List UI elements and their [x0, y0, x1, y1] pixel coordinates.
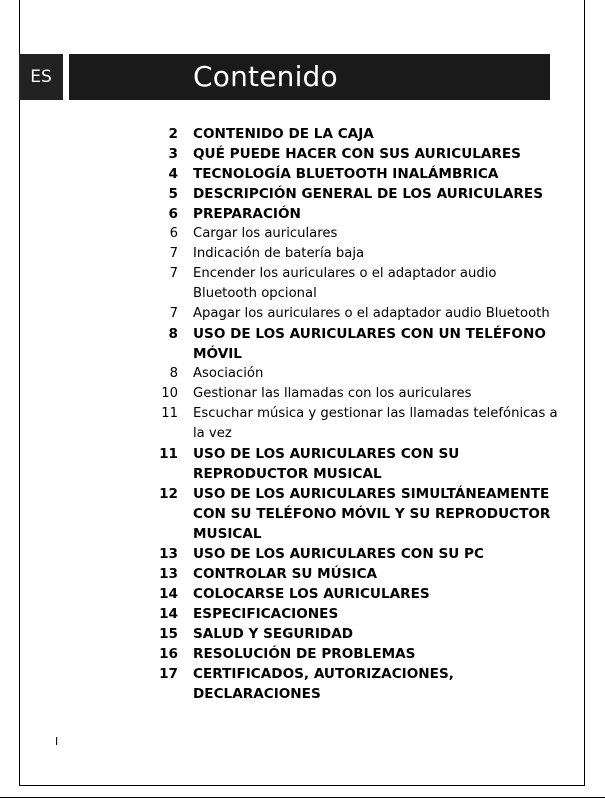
toc-entry[interactable] — [140, 664, 560, 704]
toc-page-number: 16 — [159, 646, 178, 662]
toc-entry-title: TECNOLOGÍA BLUETOOTH INALÁMBRICA — [193, 166, 499, 182]
toc-page-number: 14 — [159, 586, 178, 602]
toc-entry[interactable] — [140, 204, 560, 224]
toc-page-number: 11 — [159, 446, 178, 462]
toc-page-number: 11 — [161, 406, 178, 421]
toc-entry[interactable] — [140, 484, 560, 544]
toc-page-number: 3 — [168, 146, 178, 162]
toc-page-number: 8 — [168, 326, 178, 342]
toc-page-number: 6 — [168, 206, 178, 222]
toc-entry[interactable] — [140, 144, 560, 164]
toc-entry[interactable] — [140, 264, 560, 304]
toc-page-number: 15 — [159, 626, 178, 642]
toc-entry[interactable] — [140, 324, 560, 364]
toc-entry-title: CERTIFICADOS, AUTORIZACIONES, DECLARACIONES — [193, 666, 454, 702]
toc-entry[interactable] — [140, 304, 560, 324]
toc-entry[interactable] — [140, 644, 560, 664]
toc-entry-title: Escuchar música y gestionar las llamadas telefónicas a la vez — [193, 406, 558, 441]
toc-page-number: 12 — [159, 486, 178, 502]
toc-entry-title: Cargar los auriculares — [193, 226, 338, 241]
toc-entry[interactable] — [140, 544, 560, 564]
toc-page-number: 7 — [169, 246, 178, 261]
toc-page-number: 13 — [159, 546, 178, 562]
toc-entry[interactable] — [140, 164, 560, 184]
toc-entry[interactable] — [140, 364, 560, 384]
toc-entry[interactable] — [140, 224, 560, 244]
toc-page-number: 17 — [159, 666, 178, 682]
table-of-contents — [140, 124, 560, 704]
toc-entry-title: DESCRIPCIÓN GENERAL DE LOS AURICULARES — [193, 186, 543, 202]
toc-entry-title: PREPARACIÓN — [193, 206, 301, 222]
toc-page-number: 7 — [169, 306, 178, 321]
toc-entry-title: USO DE LOS AURICULARES CON SU REPRODUCTOR MUSICAL — [193, 446, 460, 482]
bottom-divider — [0, 797, 605, 798]
toc-entry-title: Indicación de batería baja — [193, 246, 365, 261]
toc-page-number: 2 — [168, 126, 178, 142]
toc-entry[interactable] — [140, 244, 560, 264]
toc-entry-title: USO DE LOS AURICULARES SIMULTÁNEAMENTE CON SU TELÉFONO MÓVIL Y SU REPRODUCTOR MUSICAL — [193, 486, 551, 542]
toc-entry-title: Asociación — [193, 366, 264, 381]
toc-entry[interactable] — [140, 384, 560, 404]
toc-page-number: 5 — [168, 186, 178, 202]
toc-entry[interactable] — [140, 444, 560, 484]
page-number: I — [55, 735, 59, 748]
toc-entry-title: Encender los auriculares o el adaptador audio Bluetooth opcional — [193, 266, 497, 301]
toc-page-number: 8 — [169, 366, 178, 381]
toc-page-number: 6 — [169, 226, 178, 241]
toc-entry-title: SALUD Y SEGURIDAD — [193, 626, 354, 642]
page-title: Contenido — [193, 60, 338, 93]
toc-entry-title: USO DE LOS AURICULARES CON SU PC — [193, 546, 484, 562]
toc-entry-title: Gestionar las llamadas con los auriculares — [193, 386, 472, 401]
toc-entry[interactable] — [140, 184, 560, 204]
toc-entry-title: CONTROLAR SU MÚSICA — [193, 566, 378, 582]
toc-page-number: 4 — [168, 166, 178, 182]
toc-entry-title: COLOCARSE LOS AURICULARES — [193, 586, 430, 602]
toc-entry[interactable] — [140, 624, 560, 644]
toc-entry[interactable] — [140, 584, 560, 604]
toc-entry[interactable] — [140, 564, 560, 584]
toc-entry[interactable] — [140, 124, 560, 144]
toc-page-number: 13 — [159, 566, 178, 582]
toc-entry[interactable] — [140, 604, 560, 624]
toc-entry-title: ESPECIFICACIONES — [193, 606, 339, 622]
toc-page-number: 14 — [159, 606, 178, 622]
language-tab: ES — [19, 54, 63, 100]
toc-entry-title: CONTENIDO DE LA CAJA — [193, 126, 374, 142]
title-bar — [69, 54, 550, 100]
toc-entry-title: RESOLUCIÓN DE PROBLEMAS — [193, 646, 416, 662]
toc-entry-title: QUÉ PUEDE HACER CON SUS AURICULARES — [193, 146, 521, 162]
toc-page-number: 10 — [161, 386, 178, 401]
toc-page-number: 7 — [169, 266, 178, 281]
toc-entry[interactable] — [140, 404, 560, 444]
toc-entry-title: USO DE LOS AURICULARES CON UN TELÉFONO MÓVIL — [193, 326, 546, 362]
toc-entry-title: Apagar los auriculares o el adaptador audio Bluetooth — [193, 306, 550, 321]
